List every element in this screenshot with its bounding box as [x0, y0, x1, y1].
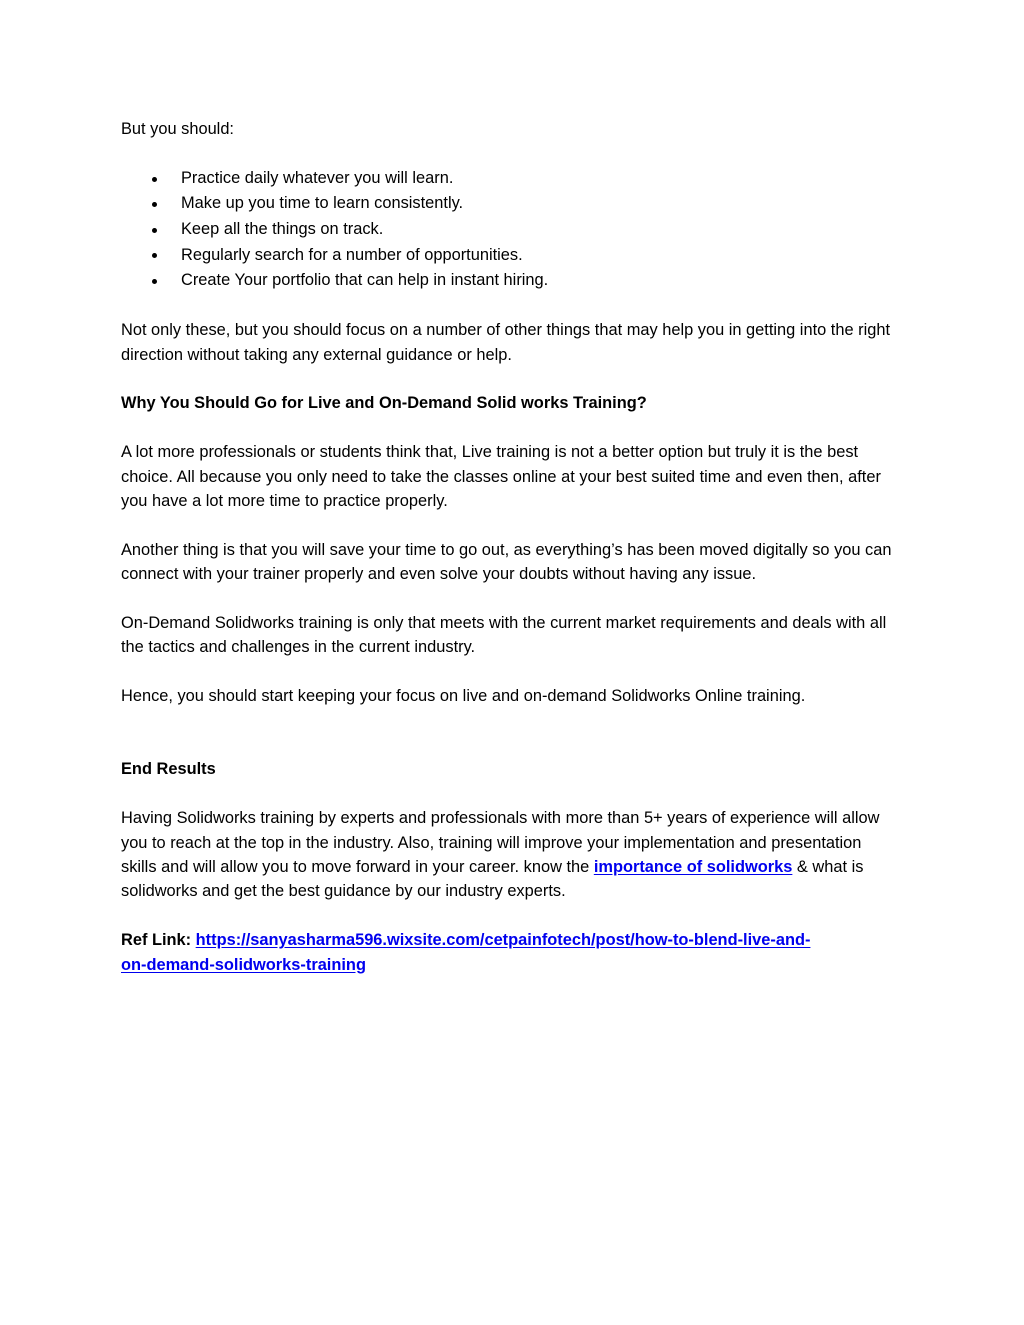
paragraph-hence: Hence, you should start keeping your focus on live and on-demand Solidworks Online training. [121, 687, 806, 706]
list-item-text: Make up you time to learn consistently. [181, 194, 464, 213]
paragraph-having [121, 806, 899, 904]
section-heading-why: Why You Should Go for Live and On-Demand Solid works Training? [121, 394, 647, 413]
ref-url-link[interactable] [121, 931, 810, 973]
spacer [121, 904, 899, 928]
bullet-icon [152, 279, 157, 284]
intro-text: But you should: [121, 120, 234, 138]
paragraph-lot-more: A lot more professionals or students think that, Live training is not a better option but truly it is the best choice. All because you only need to take the classes online at your best suited time and even then, after you have a lot more time to practice properly. [121, 443, 881, 510]
list-item [121, 191, 899, 217]
tips-list [121, 166, 899, 294]
paragraph-text: Having Solidworks training by experts and professionals with more than 5+ years of experience will allow you to reach at the top in the industry. Also, training will improve your implementation and presentation skills and will allow you to move forward in your career. know the [121, 809, 880, 876]
paragraph-not-only: Not only these, but you should focus on a number of other things that may help you in getting into the right direction without taking any external guidance or help. [121, 321, 891, 364]
ref-url-line-2: on-demand-solidworks-training [121, 955, 366, 974]
list-item-text: Practice daily whatever you will learn. [181, 168, 454, 187]
ref-link-paragraph [121, 928, 899, 977]
list-item-text: Create Your portfolio that can help in instant hiring. [181, 271, 549, 290]
importance-of-solidworks-link[interactable]: importance of solidworks [593, 857, 793, 876]
bullet-icon [152, 202, 157, 207]
ref-url-line-1: https://sanyasharma596.wixsite.com/cetpainfotech/post/how-to-blend-live-and- [195, 931, 811, 950]
spacer [121, 513, 899, 537]
list-item [121, 268, 899, 294]
section-heading-end-results: End Results [121, 760, 216, 779]
list-item [121, 243, 899, 269]
paragraph-on-demand: On-Demand Solidworks training is only that meets with the current market requirements and deals with all the tactics and challenges in the current industry. [121, 613, 887, 657]
spacer [121, 587, 899, 611]
spacer [121, 141, 899, 165]
bullet-icon [152, 228, 157, 233]
ref-link-label: Ref Link: [121, 931, 196, 950]
spacer [121, 294, 899, 318]
list-item [121, 217, 899, 243]
list-item-text: Regularly search for a number of opportunities. [181, 245, 523, 264]
spacer [121, 709, 899, 758]
document-page [121, 117, 899, 977]
bullet-icon [152, 253, 157, 258]
paragraph-text: & what is solidworks and get the best guidance by our industry experts. [121, 857, 864, 901]
list-item [121, 166, 899, 192]
list-item-text: Keep all the things on track. [181, 219, 384, 238]
spacer [121, 416, 899, 440]
spacer [121, 782, 899, 806]
paragraph-another-thing: Another thing is that you will save your time to go out, as everything’s has been moved digitally so you can connect with your trainer properly and even solve your doubts without having any issue. [121, 540, 892, 584]
bullet-icon [152, 177, 157, 182]
spacer [121, 367, 899, 391]
spacer [121, 660, 899, 684]
